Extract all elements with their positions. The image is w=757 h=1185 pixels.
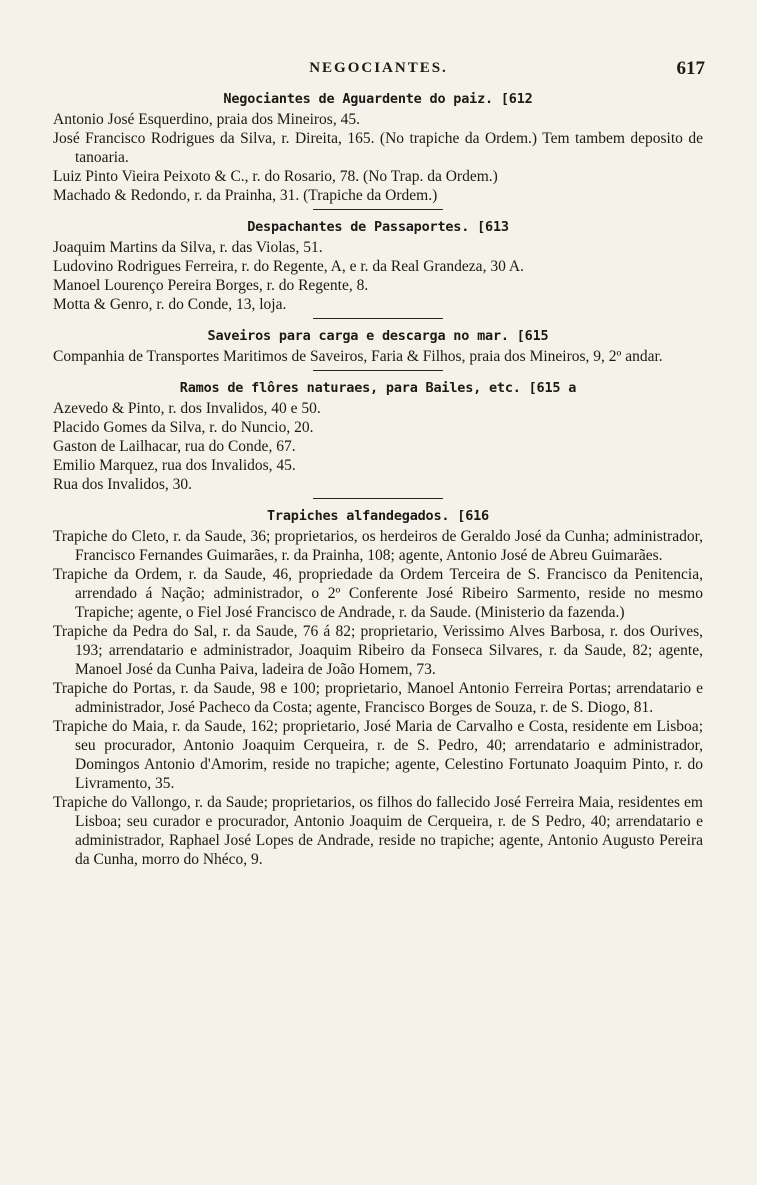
section-title: Negociantes de Aguardente do paiz. [612 (223, 91, 533, 107)
section-divider (313, 209, 443, 210)
page-number: 617 (676, 58, 705, 79)
section-despachantes (53, 216, 703, 319)
list-item: Machado & Redondo, r. da Prainha, 31. (Trapiche da Ordem.) (53, 187, 438, 204)
list-item: Rua dos Invalidos, 30. (53, 476, 193, 493)
list-item: Ludovino Rodrigues Ferreira, r. do Regente, A, e r. da Real Grandeza, 30 A. (53, 258, 524, 275)
list-item: Trapiche da Ordem, r. da Saude, 46, propriedade da Ordem Terceira de S. Francisco da Penitencia, arrendado á Nação; administrador, o 2º Conferente José Ribeiro Sarmento, reside no mesmo Trapiche; agente, o Fiel José Francisco de Andrade, r. da Saude. (Ministerio da fazenda.) (53, 566, 703, 621)
section-title: Trapiches alfandegados. [616 (267, 508, 489, 524)
list-item: Emilio Marquez, rua dos Invalidos, 45. (53, 457, 296, 474)
list-item: Trapiche do Cleto, r. da Saude, 36; proprietarios, os herdeiros de Geraldo José da Cunha; administrador, Francisco Fernandes Guimarães, r. da Prainha, 108; agente, Antonio José de Abreu Guimarães. (53, 528, 703, 564)
section-divider (313, 318, 443, 319)
list-item: José Francisco Rodrigues da Silva, r. Direita, 165. (No trapiche da Ordem.) Tem tambem deposito de tanoaria. (53, 130, 703, 166)
list-item: Manoel Lourenço Pereira Borges, r. do Regente, 8. (53, 277, 369, 294)
list-item: Trapiche do Portas, r. da Saude, 98 e 100; proprietario, Manoel Antonio Ferreira Portas; arrendatario e administrador, José Pacheco da Costa; agente, Francisco Borges de Souza, r. de S. Diogo, 81. (53, 680, 703, 716)
section-title: Despachantes de Passaportes. [613 (247, 219, 509, 235)
list-item: Placido Gomes da Silva, r. do Nuncio, 20. (53, 419, 314, 436)
section-title: Saveiros para carga e descarga no mar. [615 (207, 328, 549, 344)
page-content (53, 88, 703, 873)
running-title: NEGOCIANTES. (309, 60, 448, 76)
list-item: Trapiche da Pedra do Sal, r. da Saude, 76 á 82; proprietario, Verissimo Alves Barbosa, r. dos Ourives, 193; arrendatario e administrador, Joaquim Ribeiro da Fonseca Silvares, r. da Saude, 82; agente, Manoel José da Cunha Paiva, ladeira de João Homem, 73. (53, 623, 703, 678)
list-item: Trapiche do Maia, r. da Saude, 162; proprietario, José Maria de Carvalho e Costa, residente em Lisboa; seu procurador, Antonio Joaquim Cerqueira, r. de S. Pedro, 40; arrendatario e administrador, Domingos Antonio d'Amorim, reside no trapiche; agente, Celestino Fortunato Joaquim Pinto, r. do Livramento, 35. (53, 718, 703, 792)
list-item: Trapiche do Vallongo, r. da Saude; proprietarios, os filhos do fallecido José Ferreira Maia, residentes em Lisboa; seu curador e procurador, Antonio Joaquim de Cerqueira, r. de S Pedro, 40; arrendatario e administrador, Raphael José Lopes de Andrade, reside no trapiche; agente, Antonio Augusto Pereira da Cunha, morro do Nhéco, 9. (53, 794, 703, 868)
section-divider (313, 498, 443, 499)
list-item: Antonio José Esquerdino, praia dos Mineiros, 45. (53, 111, 360, 128)
section-ramos-flores (53, 377, 703, 499)
section-title: Ramos de flôres naturaes, para Bailes, etc. [615 a (179, 380, 577, 396)
list-item: Azevedo & Pinto, r. dos Invalidos, 40 e 50. (53, 400, 321, 417)
section-saveiros (53, 325, 703, 371)
running-head (0, 60, 757, 82)
section-divider (313, 370, 443, 371)
section-aguardente (53, 88, 703, 210)
list-item: Joaquim Martins da Silva, r. das Violas, 51. (53, 239, 323, 256)
section-trapiches (53, 505, 703, 869)
list-item: Motta & Genro, r. do Conde, 13, loja. (53, 296, 287, 313)
list-item: Gaston de Lailhacar, rua do Conde, 67. (53, 438, 296, 455)
list-item: Luiz Pinto Vieira Peixoto & C., r. do Rosario, 78. (No Trap. da Ordem.) (53, 168, 498, 185)
list-item: Companhia de Transportes Maritimos de Saveiros, Faria & Filhos, praia dos Mineiros, 9, 2º andar. (53, 348, 663, 365)
